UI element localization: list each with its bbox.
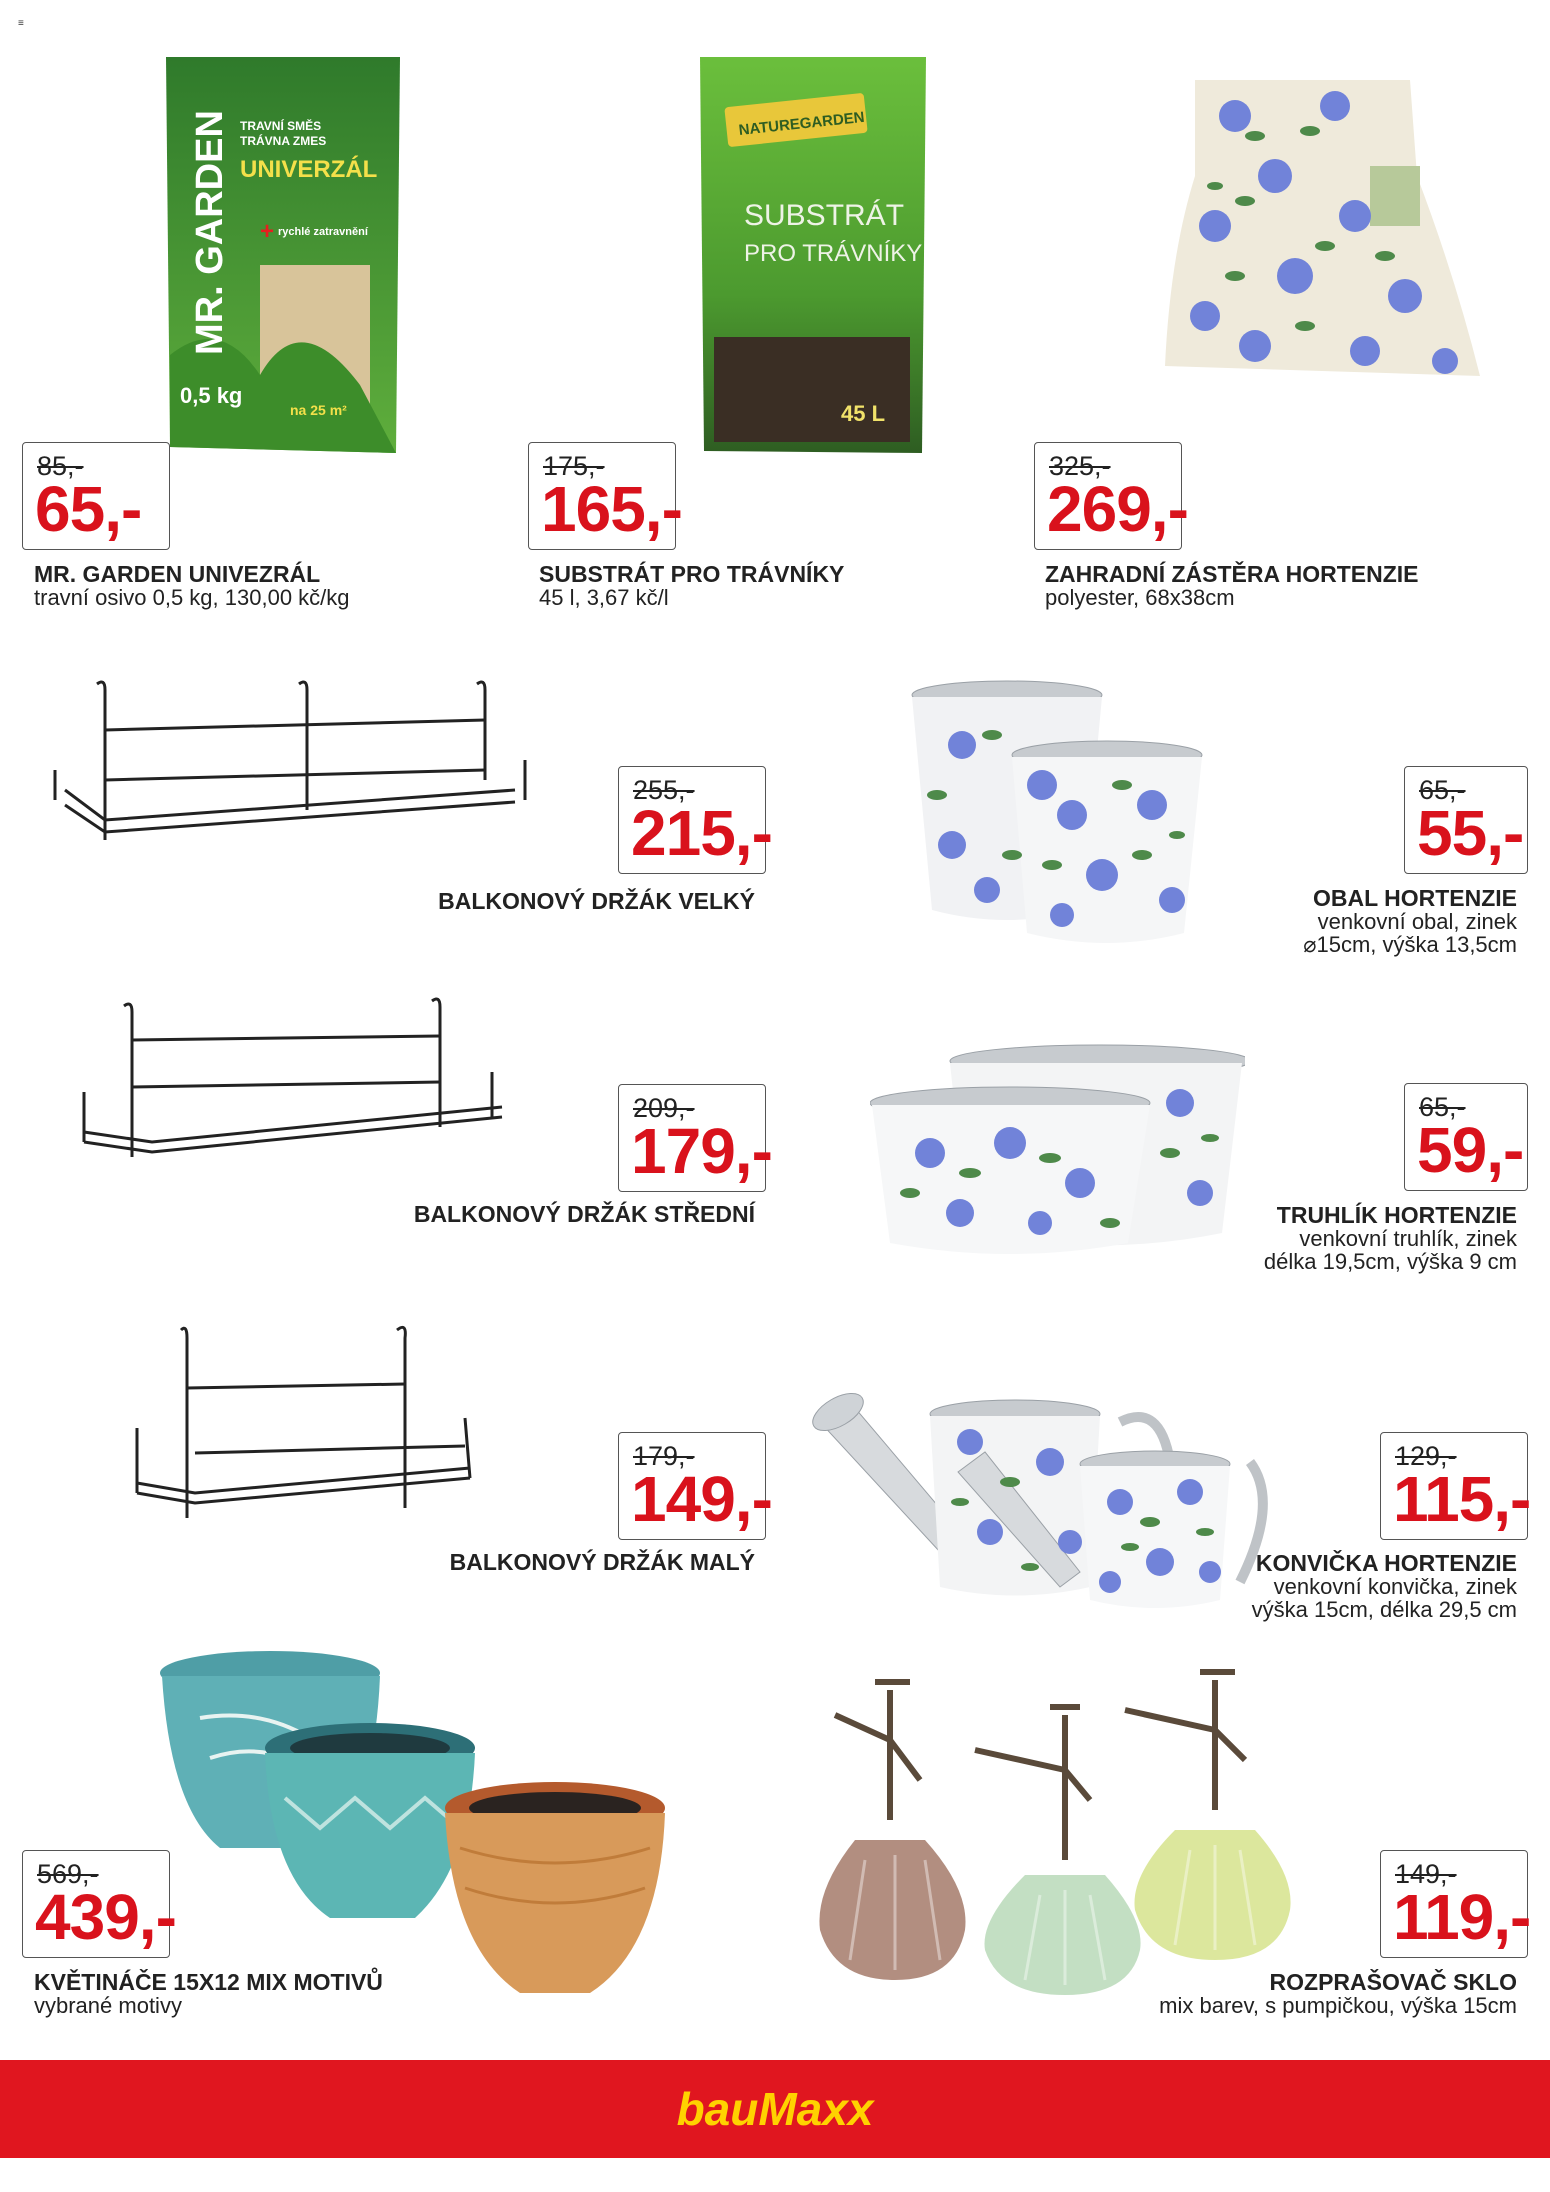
product-name: ZAHRADNÍ ZÁSTĚRA HORTENZIE [1045, 561, 1419, 587]
baumax-logo[interactable] [0, 2082, 1550, 2136]
planter-price-box [1404, 1083, 1528, 1191]
substrat-title1: SUBSTRÁT [744, 199, 905, 232]
mr-garden-area: na 25 m² [290, 402, 347, 418]
svg-text:+: + [260, 218, 275, 245]
balcony-holder-small-image [125, 1318, 485, 1528]
product-name: SUBSTRÁT PRO TRÁVNÍKY [539, 561, 845, 587]
old-price: 179,- [633, 1441, 695, 1471]
product-desc-1: venkovní konvička, zinek [1273, 1574, 1517, 1599]
new-price: 59,- [1417, 1114, 1524, 1186]
product-name: BALKONOVÝ DRŽÁK STŘEDNÍ [413, 1201, 755, 1227]
hamburger-icon[interactable]: ≡ [18, 18, 24, 29]
mr-garden-brand: MR. GARDEN [189, 110, 231, 355]
product-desc-2: ⌀15cm, výška 13,5cm [1303, 932, 1517, 957]
product-desc-2: výška 15cm, délka 29,5 cm [1251, 1597, 1517, 1622]
old-price: 569,- [37, 1859, 99, 1889]
mr-garden-price-box [22, 442, 170, 550]
new-price: 115,- [1393, 1463, 1531, 1535]
old-price: 325,- [1049, 451, 1111, 481]
mr-garden-pack-image [160, 55, 405, 455]
product-desc-1: venkovní truhlík, zinek [1299, 1226, 1517, 1251]
product-desc-2: délka 19,5cm, výška 9 cm [1263, 1249, 1517, 1274]
new-price: 179,- [631, 1115, 772, 1187]
new-price: 165,- [541, 473, 682, 545]
old-price: 129,- [1395, 1441, 1457, 1471]
apron-image [1155, 76, 1485, 386]
product-desc-1: 45 l, 3,67 kč/l [539, 585, 669, 610]
product-name: KVĚTINÁČE 15X12 MIX MOTIVŮ [34, 1969, 383, 1995]
substrat-title2: PRO TRÁVNÍKY [744, 240, 923, 267]
holder-small-price-box [618, 1432, 772, 1540]
old-price: 65,- [1419, 775, 1466, 805]
old-price: 175,- [543, 451, 605, 481]
new-price: 119,- [1393, 1881, 1531, 1953]
product-desc-1: mix barev, s pumpičkou, výška 15cm [1159, 1993, 1517, 2018]
planter-label [1100, 1204, 1517, 1273]
watering-can-price-box [1380, 1432, 1531, 1540]
new-price: 215,- [631, 797, 772, 869]
old-price: 85,- [37, 451, 84, 481]
product-name: TRUHLÍK HORTENZIE [1276, 1202, 1517, 1228]
product-name: BALKONOVÝ DRŽÁK VELKÝ [438, 888, 755, 914]
flower-pots-image [160, 1648, 690, 1998]
balcony-holder-medium-image [72, 992, 522, 1162]
substrat-volume: 45 L [841, 401, 886, 426]
glass-sprayers-image [795, 1660, 1295, 1995]
product-desc-1: vybrané motivy [34, 1993, 182, 2018]
holder-medium-price-box [618, 1084, 772, 1192]
product-name: MR. GARDEN UNIVEZRÁL [34, 561, 321, 587]
substrat-price-box [528, 442, 682, 550]
footer-bar [0, 2060, 1550, 2158]
flower-pots-price-box [22, 1850, 176, 1958]
product-desc-1: polyester, 68x38cm [1045, 585, 1235, 610]
substrat-label [539, 563, 844, 609]
holder-medium-label [340, 1203, 755, 1226]
substrat-brand: NATUREGARDEN [737, 108, 866, 139]
new-price: 439,- [35, 1881, 176, 1953]
mr-garden-line1: TRAVNÍ SMĚS [240, 119, 322, 133]
balcony-holder-large-image [45, 670, 545, 850]
sprayer-label [1000, 1971, 1517, 2017]
sprayer-price-box [1380, 1850, 1531, 1958]
product-name: BALKONOVÝ DRŽÁK MALÝ [449, 1549, 755, 1575]
pot-price-box [1404, 766, 1528, 874]
holder-large-label [340, 890, 755, 913]
product-name: KONVIČKA HORTENZIE [1255, 1550, 1517, 1576]
mr-garden-main: UNIVERZÁL [240, 156, 378, 183]
pot-label [1100, 887, 1517, 956]
mr-garden-line2: TRÁVNA ZMES [240, 134, 327, 148]
apron-label [1045, 563, 1419, 609]
substrat-pack-image [696, 55, 930, 455]
old-price: 209,- [633, 1093, 695, 1123]
holder-small-label [340, 1551, 755, 1574]
old-price: 65,- [1419, 1092, 1466, 1122]
apron-price-box [1034, 442, 1188, 550]
mr-garden-promo: rychlé zatravnění [278, 226, 368, 238]
watering-can-label [1100, 1552, 1517, 1621]
logo-text: bauMax [676, 2083, 848, 2135]
new-price: 65,- [35, 473, 142, 545]
new-price: 55,- [1417, 797, 1524, 869]
product-name: ROZPRAŠOVAČ SKLO [1269, 1969, 1517, 1995]
old-price: 255,- [633, 775, 695, 805]
mr-garden-label [34, 563, 350, 609]
mr-garden-weight: 0,5 kg [180, 383, 243, 408]
old-price: 149,- [1395, 1859, 1457, 1889]
product-name: OBAL HORTENZIE [1312, 885, 1517, 911]
holder-large-price-box [618, 766, 772, 874]
new-price: 149,- [631, 1463, 772, 1535]
product-desc-1: venkovní obal, zinek [1317, 909, 1517, 934]
logo-mark: x [847, 2083, 874, 2135]
product-desc-1: travní osivo 0,5 kg, 130,00 kč/kg [34, 585, 350, 610]
flower-pots-label [34, 1971, 383, 2017]
new-price: 269,- [1047, 473, 1188, 545]
